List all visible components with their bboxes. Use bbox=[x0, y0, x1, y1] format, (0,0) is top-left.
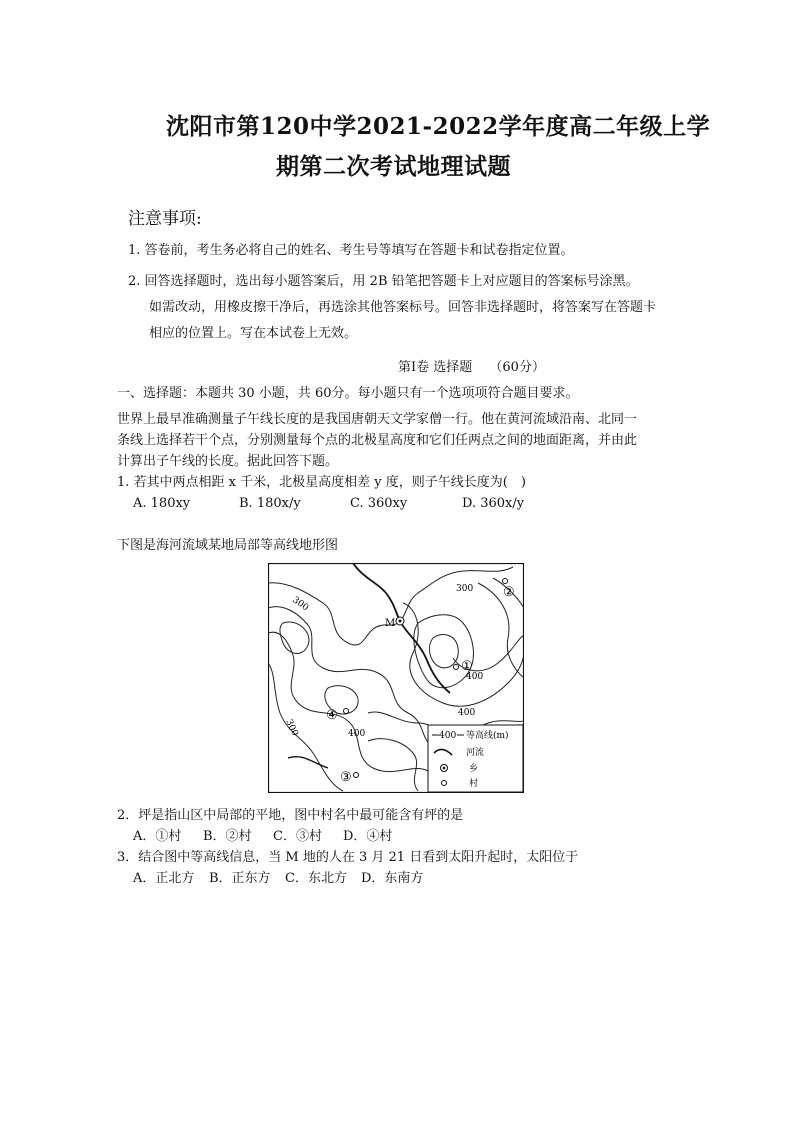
contour-label: 400 bbox=[466, 672, 484, 682]
q3-option-b: B．正东方 bbox=[209, 871, 271, 886]
q2-stem: 2．坪是指山区中局部的平地，图中村名中最可能含有坪的是 bbox=[117, 808, 464, 823]
contour-label: 400 bbox=[458, 708, 476, 718]
legend-village: 村 bbox=[469, 779, 479, 789]
legend-contour: 等高线(m) bbox=[466, 731, 509, 741]
legend-contour-value: 400 bbox=[439, 731, 457, 741]
legend-river: 河流 bbox=[466, 748, 485, 758]
village-marker bbox=[354, 773, 359, 778]
contour-label: 300 bbox=[456, 584, 474, 594]
q1-option-d: D. 360x/y bbox=[462, 496, 525, 511]
section-instruction: 一、选择题：本题共 30 小题，共 60分。每小题只有一个选项项符合题目要求。 bbox=[117, 386, 579, 401]
map-caption: 下图是海河流域某地局部等高线地形图 bbox=[117, 538, 339, 553]
village-2-label: ② bbox=[503, 585, 515, 600]
passage-line-1: 世界上最早准确测量子午线长度的是我国唐朝天文学家僧一行。他在黄河流域沿南、北同一 bbox=[117, 412, 638, 427]
notice-item-2-line-1: 2. 回答选择题时，选出每小题答案后，用 2B 铅笔把答题卡上对应题目的答案标号涂黑。 bbox=[128, 274, 639, 289]
town-marker-dot bbox=[399, 620, 402, 623]
q3-option-d: D．东南方 bbox=[361, 871, 424, 886]
village-marker bbox=[344, 709, 349, 714]
q3-option-c: C．东北方 bbox=[285, 871, 347, 886]
q2-option-c: C．③村 bbox=[273, 829, 322, 844]
contour-label: 300 bbox=[283, 718, 300, 738]
passage-line-3: 计算出子午线的长度。据此回答下题。 bbox=[117, 454, 339, 469]
q1-option-b: B. 180x/y bbox=[239, 496, 301, 511]
q2-option-a: A．①村 bbox=[133, 829, 182, 844]
title-line-1: 沈阳市第120中学2021-2022学年度高二年级上学 bbox=[166, 113, 711, 140]
legend-town: 乡 bbox=[469, 764, 479, 774]
notice-heading: 注意事项: bbox=[128, 209, 202, 229]
q2-option-b: B．②村 bbox=[203, 829, 252, 844]
q1-stem: 1. 若其中两点相距 x 千米，北极星高度相差 y 度，则子午线长度为( ) bbox=[117, 475, 526, 490]
q1-option-a: A. 180xy bbox=[133, 496, 191, 511]
section-heading: 第I卷 选择题 （60分） bbox=[398, 360, 545, 375]
q1-option-c: C. 360xy bbox=[350, 496, 408, 511]
village-marker bbox=[503, 579, 508, 584]
contour-label: 400 bbox=[348, 729, 366, 739]
notice-item-1: 1. 答卷前，考生务必将自己的姓名、考生号等填写在答题卡和试卷指定位置。 bbox=[128, 243, 574, 258]
village-marker bbox=[454, 665, 459, 670]
village-4-label: ④ bbox=[326, 708, 338, 723]
passage-line-2: 条线上选择若干个点，分别测量每个点的北极星高度和它们任两点之间的地面距离，并由此 bbox=[117, 433, 638, 448]
village-3-label: ③ bbox=[340, 770, 352, 785]
town-label: M bbox=[385, 618, 396, 629]
notice-item-2-line-2: 如需改动，用橡皮擦干净后，再选涂其他答案标号。回答非选择题时，将答案写在答题卡 bbox=[149, 300, 657, 315]
contour-map bbox=[268, 563, 524, 793]
q3-option-a: A．正北方 bbox=[133, 871, 195, 886]
contour-label: 300 bbox=[290, 595, 311, 614]
q2-option-d: D．④村 bbox=[343, 829, 393, 844]
q3-stem: 3．结合图中等高线信息，当 M 地的人在 3 月 21 日看到太阳升起时，太阳位于 bbox=[117, 850, 579, 865]
title-line-2: 期第二次考试地理试题 bbox=[276, 153, 511, 180]
legend-village-icon bbox=[442, 781, 447, 786]
notice-item-2-line-3: 相应的位置上。写在本试卷上无效。 bbox=[149, 326, 358, 341]
village-1-label: ① bbox=[461, 659, 473, 674]
